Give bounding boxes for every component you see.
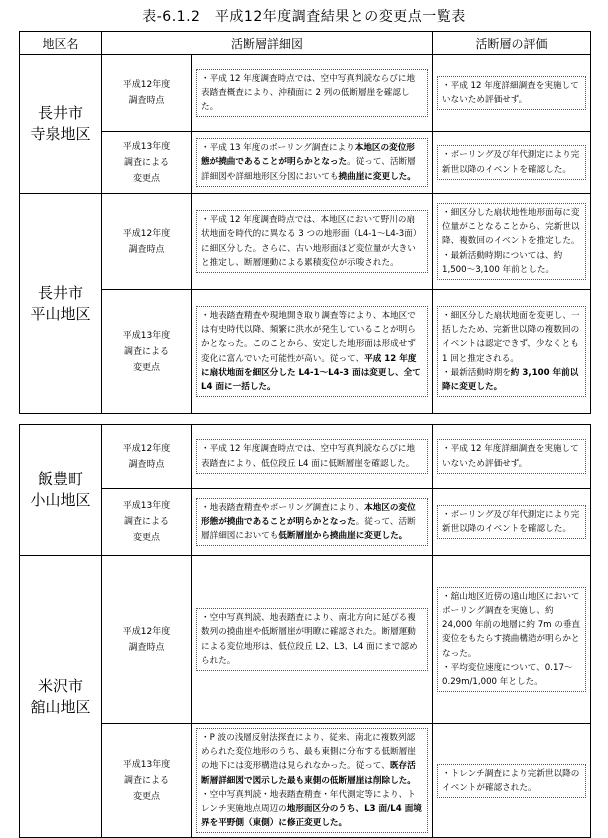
evaluation-cell <box>433 132 591 194</box>
period-label-line: 変更点 <box>132 533 160 543</box>
header-row <box>20 32 591 55</box>
text-segment: ・平成 12 年度詳細調査を実施していないため評価せず。 <box>442 444 579 469</box>
period-label-line: 平成12年度 <box>122 80 171 90</box>
text-paragraph <box>201 213 423 270</box>
period-cell <box>102 489 192 556</box>
detail-cell <box>192 489 433 556</box>
emphasized-text: 既存活断層詳細図で図示した最も東側の低断層崖は削除した。 <box>201 761 416 786</box>
table-row <box>20 425 591 489</box>
period-label-line: 平成13年度 <box>122 501 171 511</box>
period-cell <box>102 194 192 290</box>
period-label-line: 平成12年度 <box>122 443 171 454</box>
text-segment: ・トレンチ調査により完新世以降のイベントが確認された。 <box>442 768 580 793</box>
evaluation-cell <box>433 55 591 132</box>
area-name-line: 長井市 <box>37 104 83 122</box>
text-segment: ・平成 12 年度詳細調査を実施していないため評価せず。 <box>442 80 579 105</box>
area-name-cell <box>20 425 102 556</box>
period-label-line: 調査時点 <box>128 96 165 106</box>
emphasized-text: 撓曲崖に変更した。 <box>338 171 416 182</box>
detail-cell <box>192 556 433 724</box>
period-label-line: 調査による <box>123 157 169 168</box>
period-label-line: 変更点 <box>132 791 160 802</box>
period-label-line: 調査による <box>123 517 169 527</box>
table-row <box>20 724 591 838</box>
period-cell <box>102 425 192 489</box>
text-paragraph <box>442 590 581 661</box>
text-segment: ・地表踏査精査や現地開き取り調査等により、本地区では有史時代以降、頻繁に洪水が発生していることが明らかとなった。このことから、安定した地形面は形成せず変化に富んでいた可能性が高い。従って、 <box>201 310 416 364</box>
period-label-line: 調査時点 <box>128 642 165 653</box>
evaluation-cell <box>433 489 591 556</box>
text-segment: ・地表踏査精査やボーリング調査により、 <box>201 502 365 513</box>
area-name-line: 寺泉地区 <box>30 125 91 143</box>
text-segment: ・平成 13 年度のボーリング調査により <box>201 143 355 154</box>
emphasized-text: 地形面区分のうち、L3 面/L4 面境界を平野側（東側）に修正変更した。 <box>201 804 422 829</box>
period-label-line: 変更点 <box>132 362 160 373</box>
text-paragraph <box>201 731 423 788</box>
text-segment: ・細区分した扇状地面を変更し、一括したため、完新世以降の複数回のイベントは認定できず、少なくとも 1 回と推定される。 <box>442 310 580 364</box>
emphasized-text: 本地区の変位形態が撓曲であることが明らかとなった <box>201 502 416 527</box>
period-label-line: 調査時点 <box>128 459 165 470</box>
emphasized-text: 約 3,100 年前以降に変更した。 <box>442 367 579 392</box>
evaluation-cell <box>433 425 591 489</box>
text-segment: ・最新活動時期については、約 1,500～3,100 年前とした。 <box>442 250 563 275</box>
text-segment: ・舘山地区近傍の遠山地区においてボーリング調査を実施し、約 24,000 年前の地層に約 7m の垂直変位をもたらす撓曲構造が明らかとなった。 <box>442 591 581 659</box>
period-cell <box>102 132 192 194</box>
text-segment: ・ボーリング及び年代測定により完新世以降のイベントを確認した。 <box>442 509 580 534</box>
text-segment: 。従って、活断層詳細図や詳細地形区分図においても <box>201 157 416 182</box>
emphasized-text: 平成 12 年度に扇状地面を細区分した L4-1～L4-3 面は変更し、全て L4 面に一括した。 <box>201 353 421 392</box>
area-name-line: 小山地区 <box>30 491 91 509</box>
text-segment: ・空中写真判読、地表踏査により、南北方向に延びる複数列の撓曲崖や低断層崖が明瞭に確認された。断層運動による変位地形は、低位段丘 L2、L3、L4 面にまで認められた。 <box>201 613 418 666</box>
area-name-line: 米沢市 <box>37 676 83 695</box>
text-paragraph <box>442 442 581 470</box>
evaluation-cell <box>433 556 591 724</box>
period-label-line: 調査による <box>123 775 169 786</box>
text-paragraph <box>442 309 581 366</box>
text-paragraph <box>442 767 581 795</box>
text-paragraph <box>201 72 423 115</box>
evaluation-cell <box>433 194 591 290</box>
text-segment: ・ボーリング及び年代測定により完新世以降のイベントを確認した。 <box>442 150 580 175</box>
table-row <box>20 290 591 414</box>
text-segment: ・P 波の浅層反射法探査により、従来、南北に複数列認められた変位地形のうち、最も東側に分布する低断層崖の地下には変形構造は見られなかった。従って、 <box>201 733 416 772</box>
text-segment: ・細区分した扇状地性地形面毎に変位量がことなることから、完新世以降、複数回のイベントを推定した。 <box>442 207 580 247</box>
header-area: 地区名 <box>20 32 102 55</box>
table-row <box>20 556 591 724</box>
period-cell <box>102 55 192 132</box>
table-gap <box>20 414 591 425</box>
text-segment: ・平均変位速度について、0.17～0.29m/1,000 年とした。 <box>442 662 573 687</box>
period-label-line: 平成13年度 <box>122 759 171 770</box>
area-name-line: 舘山地区 <box>30 697 91 716</box>
text-paragraph <box>442 661 581 689</box>
table-row <box>20 132 591 194</box>
emphasized-text: 低断層崖から撓曲崖に変更した。 <box>278 531 408 542</box>
period-label-line: 平成12年度 <box>122 626 171 637</box>
period-cell <box>102 290 192 414</box>
table-caption: 表-6.1.2 平成12年度調査結果との変更点一覧表 <box>142 9 466 25</box>
period-label-line: 調査による <box>123 346 169 357</box>
area-name-cell <box>20 55 102 194</box>
area-name-cell <box>20 194 102 414</box>
text-segment: ・平成 12 年度調査時点では、空中写真判読ならびに地表踏査概査により、沖積面に 2 列の低断層崖を確認した。 <box>201 73 416 113</box>
text-segment: ・空中写真判読・地表踏査精査・年代測定等により、トレンチ実施地点周辺の <box>201 789 416 815</box>
area-name-cell <box>20 556 102 838</box>
text-paragraph <box>201 501 423 544</box>
evaluation-cell <box>433 290 591 414</box>
text-paragraph <box>442 79 581 107</box>
period-label-line: 変更点 <box>132 173 160 184</box>
text-paragraph <box>201 442 423 470</box>
text-paragraph <box>442 206 581 249</box>
table-row <box>20 489 591 556</box>
header-detail: 活断層詳細図 <box>102 32 433 55</box>
text-paragraph <box>201 309 423 394</box>
evaluation-cell <box>433 724 591 838</box>
period-cell <box>102 556 192 724</box>
period-label-line: 平成13年度 <box>122 141 171 152</box>
detail-cell <box>192 724 433 838</box>
detail-cell <box>192 132 433 194</box>
text-segment: ・平成 12 年度調査時点では、本地区において野川の扇状地面を時代的に異なる 3 つの地形面（L4-1～L4-3面）に細区分した。さらに、古い地形面ほど変位量が大きいと推定し、断層運動による累積変位が示唆された。 <box>201 215 422 268</box>
table-row <box>20 194 591 290</box>
text-segment: ・平成 12 年度調査時点では、空中写真判読ならびに地表踏査により、低位段丘 L4 面に低断層崖を確認した。 <box>201 444 416 469</box>
text-segment: 。従って、活断層詳細図においても <box>201 516 416 542</box>
text-paragraph <box>201 788 423 831</box>
detail-cell <box>192 425 433 489</box>
emphasized-text: 本地区の変位形態が撓曲であることが明らかとなった <box>201 143 415 168</box>
period-cell <box>102 724 192 838</box>
text-paragraph <box>442 366 581 394</box>
text-paragraph <box>201 611 423 668</box>
period-label-line: 調査時点 <box>128 244 165 255</box>
period-label-line: 平成13年度 <box>122 330 171 341</box>
area-name-line: 平山地区 <box>30 304 91 323</box>
detail-cell <box>192 290 433 414</box>
change-summary-table <box>19 31 591 838</box>
detail-cell <box>192 194 433 290</box>
area-name-line: 長井市 <box>37 283 83 302</box>
text-paragraph <box>442 148 581 176</box>
text-paragraph <box>201 141 423 184</box>
period-label-line: 平成12年度 <box>122 228 171 239</box>
table-row <box>20 55 591 132</box>
text-paragraph <box>442 249 581 277</box>
header-eval: 活断層の評価 <box>433 32 591 55</box>
text-segment: ・最新活動時期を <box>442 367 511 378</box>
text-paragraph <box>442 508 581 536</box>
detail-cell <box>192 55 433 132</box>
area-name-line: 飯豊町 <box>37 470 83 488</box>
